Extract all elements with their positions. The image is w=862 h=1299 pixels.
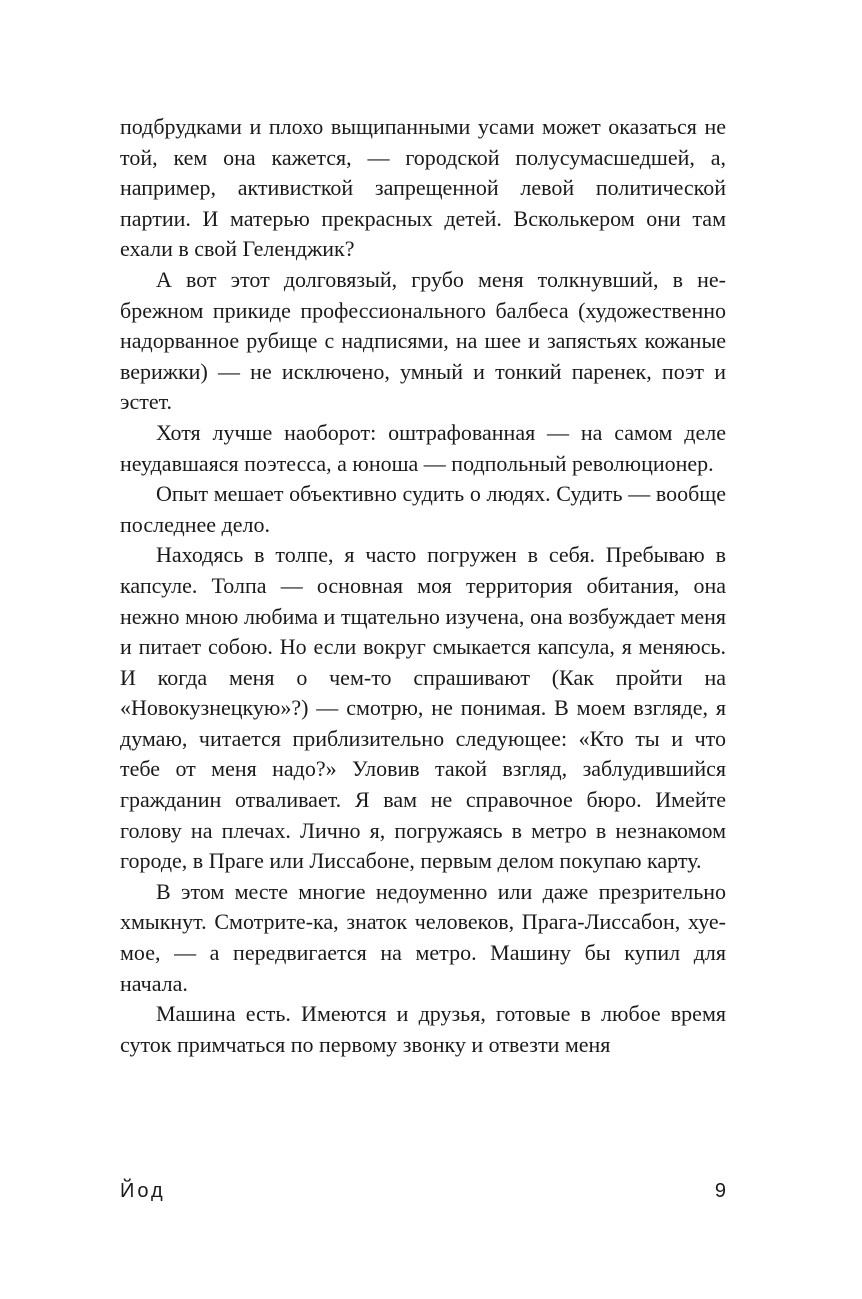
page-number: 9	[714, 1180, 726, 1202]
paragraph-4: Опыт мешает объективно судить о людях. Судить — вообще последнее дело.	[120, 481, 726, 537]
paragraph-5: Находясь в толпе, я часто погружен в себя. Пребываю в капсуле. Толпа — основная моя территория обитания, она нежно мною любима и тщательно изучена, она возбуждает меня и питает собою. Но если вокруг смыкается капсула, я меняюсь. И когда меня о чем-то спрашивают (Как пройти на «Новокузнецкую»?) — смотрю, не понимая. В моем взгляде, я думаю, читается приблизительно следующее: «Кто ты и что тебе от меня надо?» Уловив такой взгляд, заблудившийся гражданин отваливает. Я вам не справочное бюро. Имейте голову на плечах. Лично я, погружаясь в метро в незнакомом городе, в Праге или Лиссабоне, первым делом покупаю карту.	[120, 542, 726, 874]
page-footer	[120, 1180, 726, 1206]
page-body	[120, 112, 726, 1060]
paragraph-6: В этом месте многие недоуменно или даже презрительно хмыкнут. Смотрите-ка, знаток человеков, Прага-Лиссабон, хуе-мое, — а передвигается на метро. Машину бы купил для начала.	[120, 878, 726, 996]
paragraph-1: подбрудками и плохо выщипанными усами может оказаться не той, кем она кажется, — городской полусумасшедшей, а, например, активисткой запрещенной левой политической партии. И матерью прекрасных детей. Всколькером они там ехали в свой Геленджик?	[120, 114, 726, 262]
paragraph-3: Хотя лучше наоборот: оштрафованная — на самом деле неудавшаяся поэтесса, а юноша — подпольный революционер.	[120, 419, 726, 476]
paragraph-7: Машина есть. Имеются и друзья, готовые в любое время суток примчаться по первому звонку и отвезти меня	[120, 1001, 726, 1057]
paragraph-2: А вот этот долговязый, грубо меня толкнувший, в небрежном прикиде профессионального балбеса (художественно надорванное рубище с надписями, на шее и запястьях кожаные верижки) — не исключено, умный и тонкий паренек, поэт и эстет.	[120, 266, 726, 415]
running-title: Йод	[120, 1180, 166, 1202]
